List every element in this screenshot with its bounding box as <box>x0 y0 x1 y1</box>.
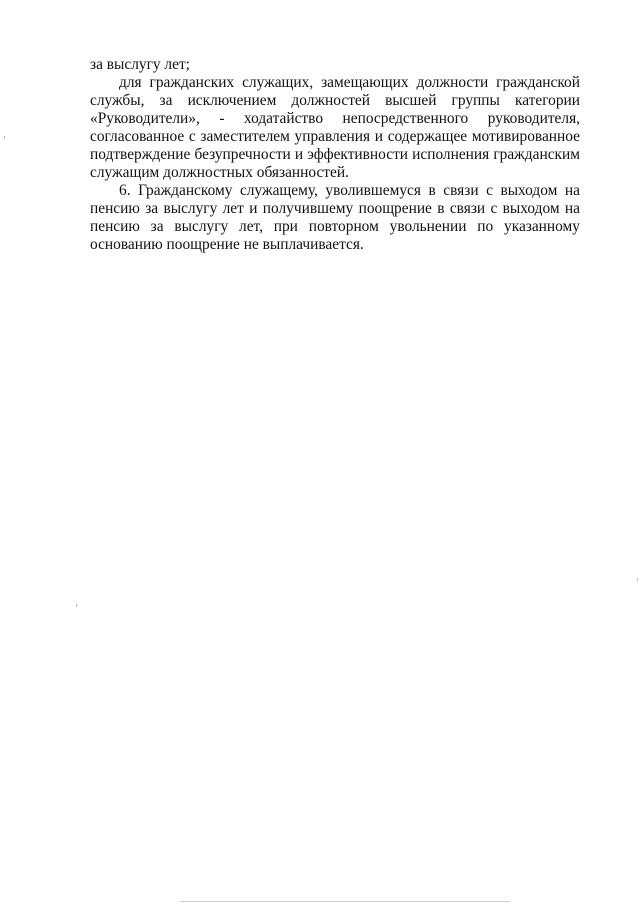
paragraph-civil-servants: для гражданских служащих, замещающих должности гражданской службы, за исключением должностей высшей группы категории «Руководители», - ходатайство непосредственного руководителя, согласованное с заместителем управления и содержащее мотивированное подтверждение безупречности и эффективности исполнения гражданским служащим должностных обязанностей. <box>90 74 580 181</box>
scan-artifact <box>637 578 638 581</box>
paragraph-item-6: 6. Гражданскому служащему, уволившемуся в связи с выходом на пенсию за выслугу лет и получившему поощрение в связи с выходом на пенсию за выслугу лет, при повторном увольнении по указанному основанию поощрение не выплачивается. <box>90 182 580 253</box>
scan-artifact <box>4 136 5 139</box>
scan-artifact <box>76 604 77 607</box>
document-body <box>90 56 580 254</box>
scan-artifact <box>180 901 510 902</box>
paragraph-intro: за выслугу лет; <box>90 56 190 73</box>
